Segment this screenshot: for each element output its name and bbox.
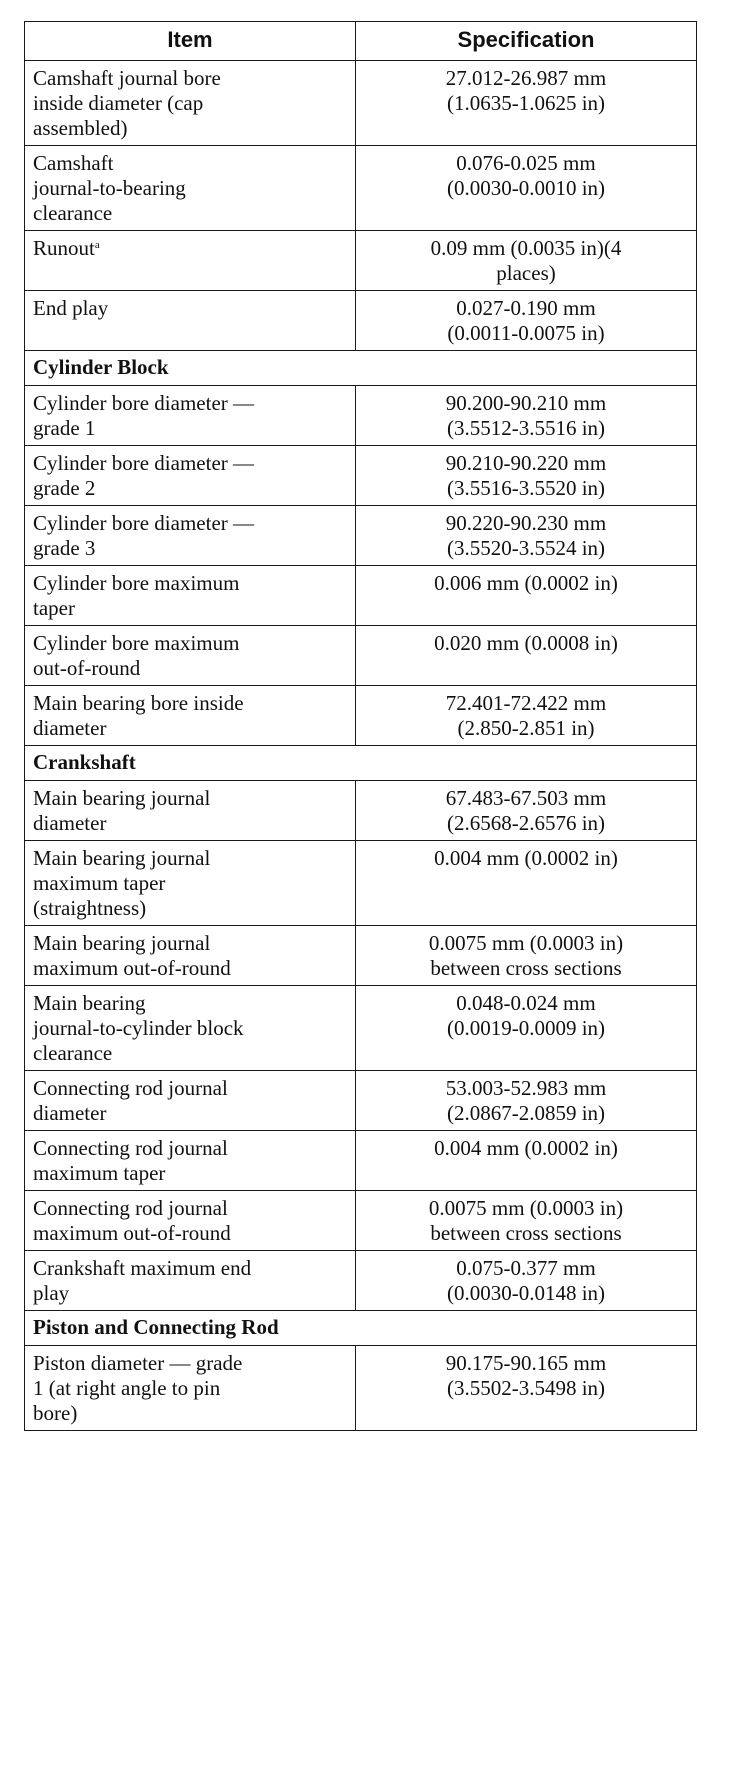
table-row [25, 61, 697, 146]
spec-text: 67.483-67.503 mm [445, 786, 607, 810]
spec-text: 90.210-90.220 mm [445, 451, 607, 475]
specification-table [24, 21, 697, 1431]
item-text-value: Cylinder bore maximum [33, 571, 240, 595]
item-text [33, 476, 347, 501]
spec-text: 0.027-0.190 mm [456, 296, 596, 320]
item-text-value: Connecting rod journal [33, 1136, 228, 1160]
section-row [25, 1311, 697, 1346]
item-text-value: diameter [33, 811, 107, 835]
item-cell [25, 146, 356, 231]
table-row [25, 686, 697, 746]
spec-text: between cross sections [430, 1221, 622, 1245]
spec-text: 0.004 mm (0.0002 in) [434, 846, 618, 870]
item-cell [25, 686, 356, 746]
item-cell [25, 626, 356, 686]
item-cell [25, 781, 356, 841]
item-text-value: Runout [33, 236, 95, 260]
table-row [25, 386, 697, 446]
spec-cell [356, 506, 697, 566]
spec-text: (1.0635-1.0625 in) [446, 91, 606, 115]
table-row [25, 781, 697, 841]
item-text-value: (straightness) [33, 896, 147, 920]
spec-cell [356, 926, 697, 986]
section-heading: Piston and Connecting Rod [25, 1311, 697, 1346]
item-text [33, 871, 347, 896]
table-row [25, 1131, 697, 1191]
item-cell [25, 446, 356, 506]
footnote-mark: a [94, 239, 100, 251]
item-text-value: Connecting rod journal [33, 1196, 228, 1220]
item-text [33, 1376, 347, 1401]
table-row [25, 1251, 697, 1311]
spec-text: 53.003-52.983 mm [445, 1076, 607, 1100]
section-row [25, 746, 697, 781]
item-cell [25, 1071, 356, 1131]
spec-text: 90.175-90.165 mm [445, 1351, 607, 1375]
item-text-value: grade 3 [33, 536, 96, 560]
spec-text: 0.048-0.024 mm [456, 991, 596, 1015]
item-text-value: taper [33, 596, 75, 620]
item-cell [25, 61, 356, 146]
item-text-value: diameter [33, 1101, 107, 1125]
item-text-value: Camshaft journal bore [33, 66, 221, 90]
item-cell [25, 231, 356, 291]
item-text [33, 1041, 347, 1066]
item-cell [25, 1251, 356, 1311]
table-row [25, 231, 697, 291]
table-row [25, 291, 697, 351]
item-text-value: journal-to-cylinder block [33, 1016, 244, 1040]
spec-text: (0.0030-0.0148 in) [446, 1281, 606, 1305]
item-text [33, 1076, 347, 1101]
item-text-value: Main bearing journal [33, 786, 211, 810]
spec-text: 0.0075 mm (0.0003 in) [428, 931, 624, 955]
item-text-value: Crankshaft maximum end [33, 1256, 252, 1280]
spec-cell [356, 1346, 697, 1431]
spec-cell [356, 781, 697, 841]
spec-text: 0.076-0.025 mm [456, 151, 596, 175]
item-column-header: Item [25, 22, 356, 61]
item-text-value: Main bearing journal [33, 931, 211, 955]
item-text [33, 1101, 347, 1126]
specification-column-header: Specification [356, 22, 697, 61]
item-text-value: clearance [33, 1041, 113, 1065]
spec-text: (3.5516-3.5520 in) [446, 476, 606, 500]
item-cell [25, 506, 356, 566]
item-cell [25, 1131, 356, 1191]
spec-cell [356, 1251, 697, 1311]
spec-cell [356, 291, 697, 351]
section-row [25, 351, 697, 386]
item-text-value: journal-to-bearing [33, 176, 186, 200]
item-cell [25, 1346, 356, 1431]
spec-text: 27.012-26.987 mm [445, 66, 607, 90]
spec-cell [356, 146, 697, 231]
item-text [33, 391, 347, 416]
spec-text: places) [496, 261, 556, 285]
item-cell [25, 566, 356, 626]
item-text [33, 896, 347, 921]
item-text [33, 511, 347, 536]
spec-cell [356, 686, 697, 746]
table-row [25, 841, 697, 926]
item-text-value: play [33, 1281, 70, 1305]
item-text [33, 811, 347, 836]
item-text [33, 296, 347, 321]
item-text-value: Cylinder bore maximum [33, 631, 240, 655]
spec-text: (0.0011-0.0075 in) [447, 321, 605, 345]
item-text-value: Main bearing [33, 991, 146, 1015]
spec-text: 0.09 mm (0.0035 in)(4 [430, 236, 622, 260]
item-cell [25, 291, 356, 351]
item-text [33, 536, 347, 561]
table-header-row [25, 22, 697, 61]
item-text [33, 1281, 347, 1306]
item-text-value: grade 2 [33, 476, 96, 500]
item-text-value: bore) [33, 1401, 78, 1425]
spec-cell [356, 566, 697, 626]
item-text [33, 786, 347, 811]
spec-text: 90.220-90.230 mm [445, 511, 607, 535]
spec-text: 0.006 mm (0.0002 in) [434, 571, 618, 595]
table-body [25, 61, 697, 1431]
item-text [33, 1161, 347, 1186]
item-text [33, 931, 347, 956]
item-text-value: Main bearing bore inside [33, 691, 244, 715]
item-text [33, 1256, 347, 1281]
table-row [25, 626, 697, 686]
item-cell [25, 386, 356, 446]
item-text [33, 1196, 347, 1221]
spec-cell [356, 1131, 697, 1191]
spec-cell [356, 626, 697, 686]
spec-text: 0.020 mm (0.0008 in) [434, 631, 618, 655]
item-text [33, 116, 347, 141]
item-text-value: clearance [33, 201, 113, 225]
spec-cell [356, 1071, 697, 1131]
item-text [33, 451, 347, 476]
item-text [33, 571, 347, 596]
table-row [25, 506, 697, 566]
item-text [33, 656, 347, 681]
spec-text: 90.200-90.210 mm [445, 391, 607, 415]
item-text [33, 176, 347, 201]
table-row [25, 1191, 697, 1251]
item-text [33, 91, 347, 116]
section-heading: Cylinder Block [25, 351, 697, 386]
item-text [33, 846, 347, 871]
item-text-value: maximum out-of-round [33, 1221, 231, 1245]
item-text [33, 66, 347, 91]
spec-text: (2.6568-2.6576 in) [446, 811, 606, 835]
spec-text: 72.401-72.422 mm [445, 691, 607, 715]
item-text [33, 201, 347, 226]
spec-cell [356, 446, 697, 506]
item-text-value: Main bearing journal [33, 846, 211, 870]
item-text [33, 1351, 347, 1376]
item-text-value: Piston diameter — grade [33, 1351, 243, 1375]
spec-text: (0.0019-0.0009 in) [446, 1016, 606, 1040]
item-text [33, 1016, 347, 1041]
item-text [33, 991, 347, 1016]
item-text [33, 416, 347, 441]
item-text-value: maximum out-of-round [33, 956, 231, 980]
table-row [25, 926, 697, 986]
item-text [33, 716, 347, 741]
table-row [25, 146, 697, 231]
item-text-value: Cylinder bore diameter — [33, 451, 255, 475]
spec-text: (2.850-2.851 in) [457, 716, 595, 740]
spec-cell [356, 386, 697, 446]
item-text-value: Connecting rod journal [33, 1076, 228, 1100]
spec-cell [356, 986, 697, 1071]
spec-text: between cross sections [430, 956, 622, 980]
spec-text: (2.0867-2.0859 in) [446, 1101, 606, 1125]
item-text [33, 1136, 347, 1161]
item-cell [25, 926, 356, 986]
item-text-value: assembled) [33, 116, 128, 140]
spec-text: 0.075-0.377 mm [456, 1256, 596, 1280]
table-row [25, 986, 697, 1071]
item-cell [25, 986, 356, 1071]
section-heading: Crankshaft [25, 746, 697, 781]
spec-text: (3.5502-3.5498 in) [446, 1376, 606, 1400]
item-text [33, 691, 347, 716]
spec-cell [356, 231, 697, 291]
item-text [33, 596, 347, 621]
spec-text: 0.0075 mm (0.0003 in) [428, 1196, 624, 1220]
item-text-value: maximum taper [33, 871, 166, 895]
spec-text: (3.5512-3.5516 in) [446, 416, 606, 440]
item-text-value: maximum taper [33, 1161, 166, 1185]
item-text-value: out-of-round [33, 656, 141, 680]
table-row [25, 1346, 697, 1431]
item-text-value: Cylinder bore diameter — [33, 511, 255, 535]
spec-text: 0.004 mm (0.0002 in) [434, 1136, 618, 1160]
item-text-value: Cylinder bore diameter — [33, 391, 255, 415]
item-text [33, 1221, 347, 1246]
table-row [25, 446, 697, 506]
item-text-value: 1 (at right angle to pin [33, 1376, 221, 1400]
item-text-value: inside diameter (cap [33, 91, 204, 115]
spec-text: (0.0030-0.0010 in) [446, 176, 606, 200]
item-text-value: diameter [33, 716, 107, 740]
spec-cell [356, 841, 697, 926]
table-row [25, 566, 697, 626]
item-text-value: grade 1 [33, 416, 96, 440]
spec-cell [356, 61, 697, 146]
spec-cell [356, 1191, 697, 1251]
item-text-value: Camshaft [33, 151, 114, 175]
item-text [33, 956, 347, 981]
item-text [33, 1401, 347, 1426]
item-text [33, 236, 347, 261]
item-text [33, 631, 347, 656]
item-cell [25, 1191, 356, 1251]
table-row [25, 1071, 697, 1131]
item-cell [25, 841, 356, 926]
item-text [33, 151, 347, 176]
item-text-value: End play [33, 296, 109, 320]
spec-text: (3.5520-3.5524 in) [446, 536, 606, 560]
